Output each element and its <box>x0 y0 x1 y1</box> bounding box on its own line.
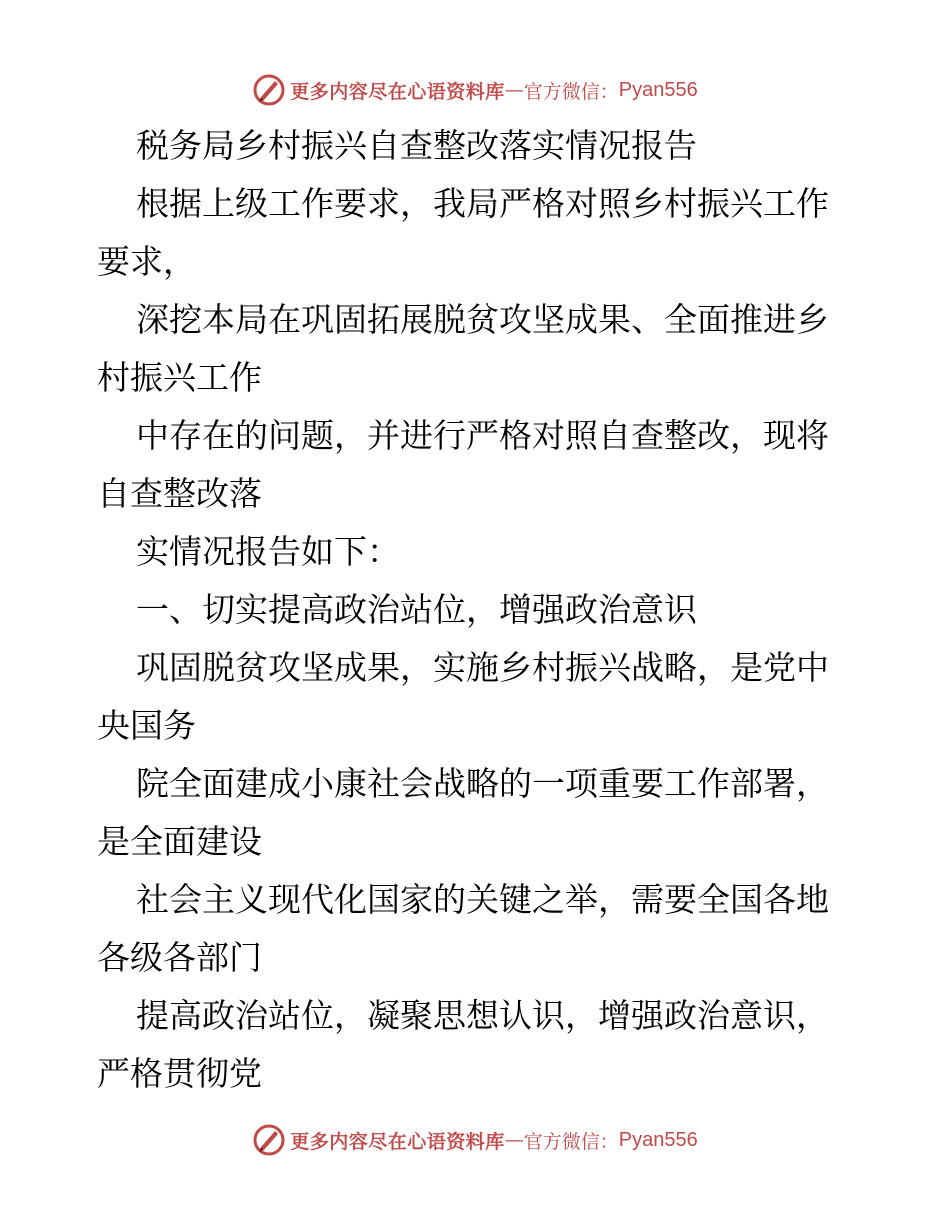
text-line: 深挖本局在巩固拓展脱贫攻坚成果、全面推进乡 <box>136 300 829 339</box>
footer-banner <box>0 1120 950 1160</box>
text-line: 实情况报告如下： <box>136 532 400 571</box>
document-title: 税务局乡村振兴自查整改落实情况报告 <box>136 126 697 165</box>
quill-circle-logo-icon <box>252 1123 286 1157</box>
section-heading: 一、切实提高政治站位，增强政治意识 <box>136 590 697 629</box>
text-line: 巩固脱贫攻坚成果，实施乡村振兴战略，是党中 <box>136 648 829 687</box>
text-line: 要求， <box>97 242 196 281</box>
banner-main-text: 更多内容尽在心语资料库 <box>290 1130 505 1153</box>
text-line: 严格贯彻党 <box>97 1054 262 1093</box>
quill-circle-logo-icon <box>252 73 286 107</box>
text-line: 院全面建成小康社会战略的一项重要工作部署， <box>136 764 829 803</box>
text-line: 央国务 <box>97 706 196 745</box>
text-line: 各级各部门 <box>97 938 262 977</box>
text-line: 自查整改落 <box>97 474 262 513</box>
banner-wechat-label: 官方微信： <box>523 80 619 103</box>
text-line: 是全面建设 <box>97 822 262 861</box>
text-line: 社会主义现代化国家的关键之举，需要全国各地 <box>136 880 829 919</box>
banner-dash: — <box>504 1129 524 1151</box>
banner-dash: — <box>504 79 524 101</box>
banner-wechat-id: Pyan556 <box>618 1128 698 1151</box>
text-line: 中存在的问题，并进行严格对照自查整改，现将 <box>136 416 829 455</box>
banner-main-text: 更多内容尽在心语资料库 <box>290 80 505 103</box>
banner-wechat-label: 官方微信： <box>523 1130 619 1153</box>
text-line: 提高政治站位，凝聚思想认识，增强政治意识， <box>136 996 829 1035</box>
text-line: 村振兴工作 <box>97 358 262 397</box>
header-banner <box>0 70 950 110</box>
banner-wechat-id: Pyan556 <box>618 78 698 101</box>
text-line: 根据上级工作要求，我局严格对照乡村振兴工作 <box>136 184 829 223</box>
